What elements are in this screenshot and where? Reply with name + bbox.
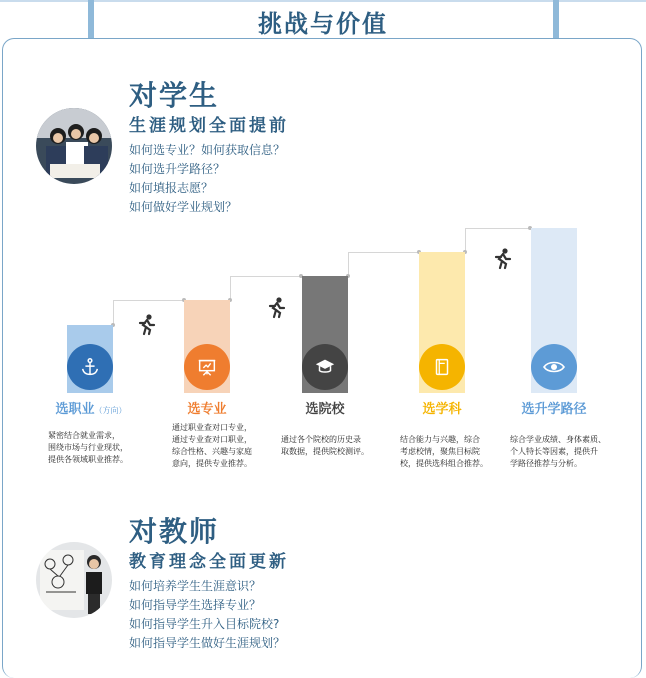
runner-icon xyxy=(134,313,158,341)
header-rule xyxy=(0,0,646,2)
stair-connector xyxy=(465,228,531,229)
stage-label-subject: 选学科 xyxy=(422,402,462,417)
teachers-question: 如何指导学生做好生涯规划？ xyxy=(129,636,286,650)
stage-circle-major xyxy=(184,344,230,390)
runner-icon xyxy=(490,247,514,275)
stage-label-major: 选专业 xyxy=(187,402,227,417)
teachers-title: 对教师 xyxy=(129,515,220,548)
stage-desc-major: 通过职业查对口专业， 通过专业查对口职业， 综合性格、兴趣与家庭 意向，提供专业推荐。 xyxy=(172,423,252,468)
teachers-question: 如何培养学生生涯意识？ xyxy=(129,579,262,593)
students-title: 对学生 xyxy=(129,79,220,112)
stage-desc-career: 紧密结合就业需求， 围绕市场与行业现状， 提供各领域职业推荐。 xyxy=(48,431,128,464)
eye-icon xyxy=(542,355,566,379)
stair-connector xyxy=(113,300,185,301)
presentation-icon xyxy=(196,356,218,378)
stage-circle-college xyxy=(302,344,348,390)
students-question: 如何选专业？如何获取信息？ xyxy=(129,143,286,157)
stage-desc-college: 通过各个院校的历史录 取数据，提供院校测评。 xyxy=(281,435,369,456)
teachers-question: 如何指导学生选择专业？ xyxy=(129,598,262,612)
students-question: 如何做好学业规划？ xyxy=(129,200,238,214)
students-photo xyxy=(36,108,112,184)
book-icon xyxy=(431,356,453,378)
teachers-subtitle: 教育理念全面更新 xyxy=(129,552,289,572)
stage-desc-path: 综合学业成绩、身体素质、 个人特长等因素，提供升 学路径推荐与分析。 xyxy=(510,435,606,468)
students-question: 如何选升学路径？ xyxy=(129,162,226,176)
stair-connector xyxy=(348,252,349,276)
stage-circle-subject xyxy=(419,344,465,390)
students-question: 如何填报志愿？ xyxy=(129,181,214,195)
stage-desc-subject: 结合能力与兴趣，综合 考虑校情，聚焦目标院 校，提供选科组合推荐。 xyxy=(400,435,488,468)
teachers-question: 如何指导学生升入目标院校? xyxy=(129,617,280,631)
anchor-icon xyxy=(79,356,101,378)
stage-label-career: 选职业（方向） xyxy=(55,402,127,417)
graduation-cap-icon xyxy=(314,356,336,378)
page-title: 挑战与价值 xyxy=(258,10,388,38)
runner-icon xyxy=(264,296,288,324)
stair-connector xyxy=(465,228,466,252)
teachers-photo xyxy=(36,542,112,618)
stage-label-college: 选院校 xyxy=(305,402,345,417)
stage-label-path: 选升学路径 xyxy=(521,402,587,417)
stair-connector xyxy=(230,276,302,277)
stage-circle-path xyxy=(531,344,577,390)
students-subtitle: 生涯规划全面提前 xyxy=(129,116,289,136)
stair-connector xyxy=(348,252,420,253)
stage-circle-career xyxy=(67,344,113,390)
stair-connector xyxy=(230,276,231,300)
